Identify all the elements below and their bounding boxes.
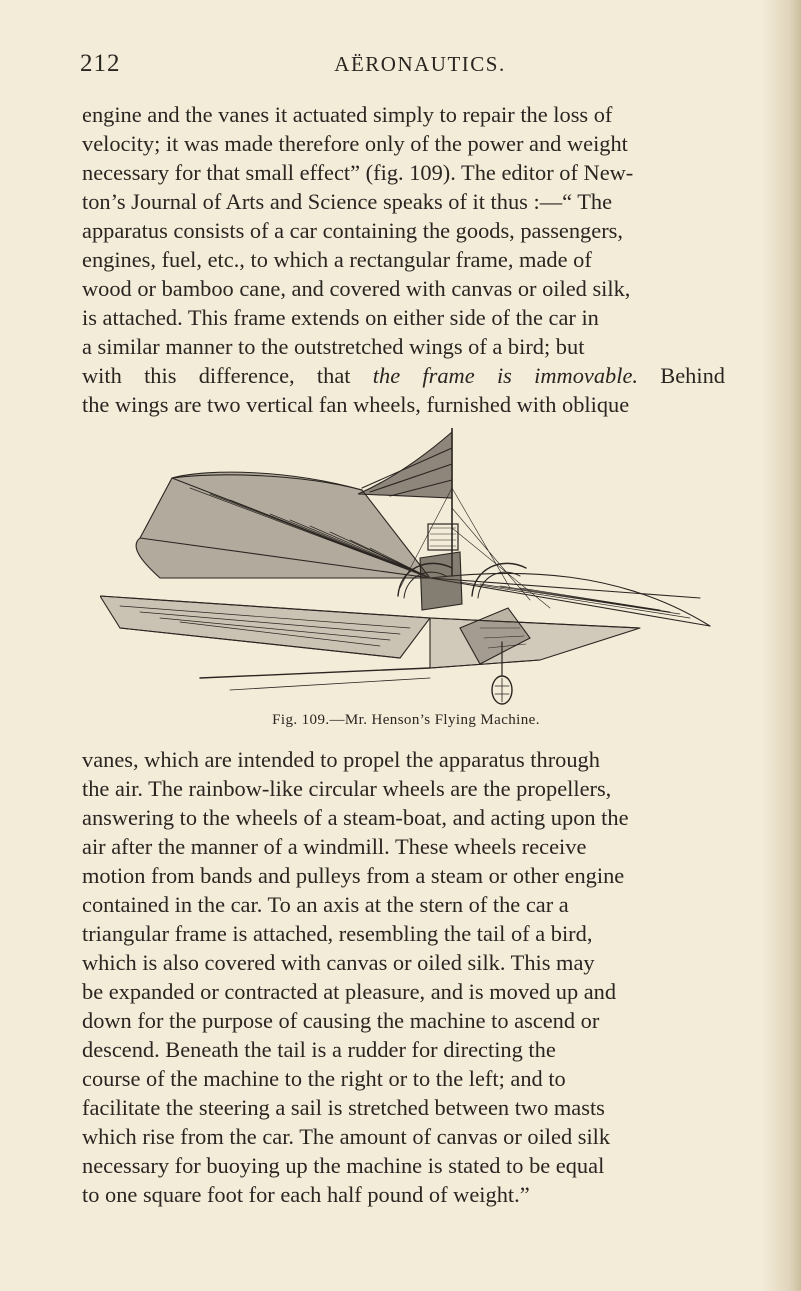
text-line: be expanded or contracted at pleasure, and is moved up and [82,979,617,1004]
text-line: to one square foot for each half pound of weight.” [82,1182,530,1207]
text-line: air after the manner of a windmill. These wheels receive [82,834,587,859]
henson-flying-machine-illustration [100,428,712,713]
text-line [82,361,725,390]
text-line: down for the purpose of causing the machine to ascend or [82,1008,600,1033]
text-line: which is also covered with canvas or oiled silk. This may [82,950,595,975]
text-line: vanes, which are intended to propel the apparatus through [82,747,600,772]
page-edge-shading [761,0,801,1291]
text-line: facilitate the steering a sail is stretched between two masts [82,1095,605,1120]
text-line: engine and the vanes it actuated simply to repair the loss of [82,102,613,127]
text-line: engines, fuel, etc., to which a rectangular frame, made of [82,247,592,272]
text-line: answering to the wheels of a steam-boat, and acting upon the [82,805,629,830]
text-line: velocity; it was made therefore only of the power and weight [82,131,628,156]
text-line: ton’s Journal of Arts and Science speaks of it thus :—“ The [82,189,613,214]
page-number: 212 [80,50,121,77]
text-line: the air. The rainbow-like circular wheels are the propellers, [82,776,612,801]
paragraph-2 [82,745,725,1209]
text-line: apparatus consists of a car containing the goods, passengers, [82,218,623,243]
text-line: contained in the car. To an axis at the stern of the car a [82,892,569,917]
running-header [80,50,720,84]
italic-phrase: the frame is immovable. [372,363,639,388]
text-line: triangular frame is attached, resembling the tail of a bird, [82,921,593,946]
paragraph-1 [82,100,725,419]
text-line: wood or bamboo cane, and covered with canvas or oiled silk, [82,276,631,301]
running-title: AËRONAUTICS. [334,52,506,76]
text-span: with this difference, that [82,363,351,388]
text-line: which rise from the car. The amount of canvas or oiled silk [82,1124,611,1149]
text-line: descend. Beneath the tail is a rudder for directing the [82,1037,556,1062]
text-line: necessary for buoying up the machine is stated to be equal [82,1153,605,1178]
text-line: a similar manner to the outstretched wings of a bird; but [82,334,585,359]
text-line: necessary for that small effect” (fig. 109). The editor of New- [82,160,634,185]
text-line: the wings are two vertical fan wheels, furnished with oblique [82,392,630,417]
text-line: is attached. This frame extends on either side of the car in [82,305,599,330]
text-line: motion from bands and pulleys from a steam or other engine [82,863,625,888]
text-line: course of the machine to the right or to the left; and to [82,1066,566,1091]
text-span: Behind [660,363,725,388]
figure-caption: Fig. 109.—Mr. Henson’s Flying Machine. [272,712,540,728]
